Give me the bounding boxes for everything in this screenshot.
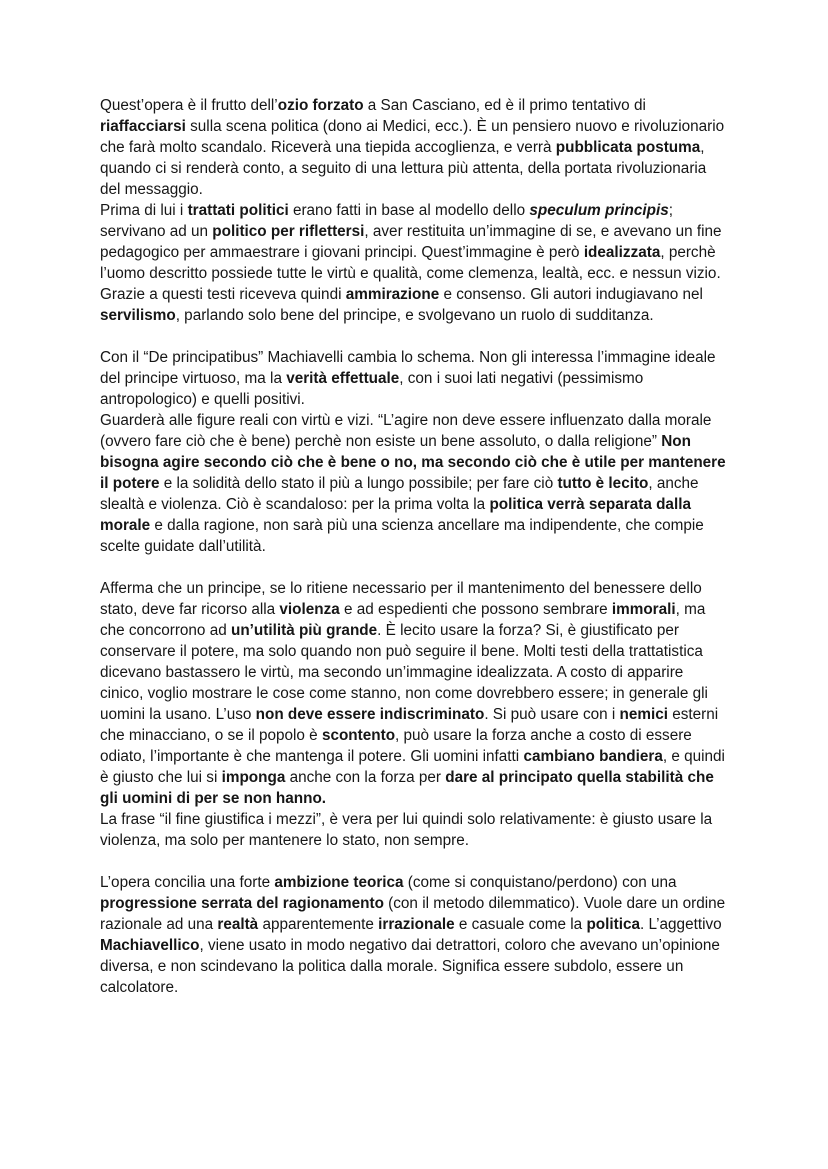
text-run: erano fatti in base al modello dello [288, 202, 530, 219]
text-run: e la solidità dello stato il più a lungo possibile; per fare ciò [159, 475, 558, 492]
text-run: , ma che concorrono ad [100, 601, 706, 639]
bold-text-run: progressione serrata del ragionamento [100, 895, 384, 912]
paragraph [100, 347, 728, 410]
bold-text-run: Non bisogna agire secondo ciò che è bene o no, ma secondo ciò che è utile per mantenere il potere [100, 433, 726, 492]
bold-text-run: ammirazione [345, 286, 440, 303]
bold-text-run: Machiavellico [100, 937, 200, 954]
bold-text-run: dare al principato quella stabilità che gli uomini di per se non hanno. [100, 769, 714, 807]
text-run: , aver restituita un’immagine di se, e avevano un fine pedagogico per ammaestrare i giovani principi. Quest’immagine è però [100, 223, 722, 261]
text-run: apparentemente [258, 916, 379, 933]
text-run: (come si conquistano/perdono) con una [403, 874, 677, 891]
text-run: , anche slealtà e violenza. Ciò è scandaloso: per la prima volta la [100, 475, 699, 513]
bold-text-run: imponga [221, 769, 286, 786]
bold-text-run: realtà [217, 916, 259, 933]
bold-text-run: politico per riflettersi [212, 223, 365, 240]
bold-text-run: cambiano bandiera [523, 748, 663, 765]
text-run: e consenso. Gli autori indugiavano nel [439, 286, 703, 303]
text-run: e casuale come la [454, 916, 587, 933]
text-run: e dalla ragione, non sarà più una scienza ancellare ma indipendente, che compie scelte guidate dall’utilità. [100, 517, 704, 555]
paragraph [100, 809, 728, 851]
bold-text-run: scontento [321, 727, 396, 744]
paragraph [100, 95, 728, 200]
text-run: esterni che minacciano, o se il popolo è [100, 706, 719, 744]
text-run: anche con la forza per [285, 769, 446, 786]
text-run: La frase “il fine giustifica i mezzi”, è vera per lui quindi solo relativamente: è giusto usare la violenza, ma solo per mantenere lo stato, non sempre. [100, 811, 713, 849]
text-run: Afferma che un principe, se lo ritiene necessario per il mantenimento del benessere dello stato, deve far ricorso alla [100, 580, 702, 618]
paragraph [100, 200, 728, 326]
bold-text-run: un’utilità più grande [230, 622, 378, 639]
text-run: . È lecito usare la forza? Si, è giustificato per conservare il potere, ma solo quando non può seguire il bene. Molti testi della trattatistica dicevano bastassero le virtù, ma secondo un’immagine idealizzata. A costo di apparire cinico, voglio mostrare le cose come stanno, non come dovrebbero essere; in generale gli uomini la usano. L’uso [100, 622, 708, 723]
bold-text-run: politica [586, 916, 640, 933]
text-run: Guarderà alle figure reali con virtù e vizi. “L’agire non deve essere influenzato dalla morale (ovvero fare ciò che è bene) perchè non esiste un bene assoluto, o dalla religione” [100, 412, 712, 450]
text-run: , con i suoi lati negativi (pessimismo antropologico) e quelli positivi. [100, 370, 644, 408]
text-run: e ad espedienti che possono sembrare [339, 601, 612, 618]
text-run: a San Casciano, ed è il primo tentativo di [363, 97, 646, 114]
text-run: , parlando solo bene del principe, e svolgevano un ruolo di sudditanza. [175, 307, 654, 324]
paragraph-spacer [100, 326, 728, 347]
text-run: , perchè l’uomo descritto possiede tutte le virtù e qualità, come clemenza, lealtà, ecc. e nessun vizio. Grazie a questi testi riceveva quindi [100, 244, 721, 303]
bold-text-run: tutto è lecito [557, 475, 649, 492]
bold-italic-text-run: speculum principis [529, 202, 669, 219]
text-run: (con il metodo dilemmatico). Vuole dare un ordine razionale ad una [100, 895, 726, 933]
text-run: , e quindi è giusto che lui si [100, 748, 725, 786]
bold-text-run: verità effettuale [286, 370, 400, 387]
bold-text-run: non deve essere indiscriminato [255, 706, 485, 723]
bold-text-run: irrazionale [378, 916, 455, 933]
document-text [100, 95, 728, 998]
paragraph [100, 410, 728, 557]
text-run: Prima di lui i [100, 202, 188, 219]
bold-text-run: pubblicata postuma [555, 139, 701, 156]
bold-text-run: violenza [279, 601, 340, 618]
paragraph [100, 872, 728, 998]
bold-text-run: ozio forzato [277, 97, 364, 114]
text-run: . Si può usare con i [484, 706, 620, 723]
text-run: sulla scena politica (dono ai Medici, ecc.). È un pensiero nuovo e rivoluzionario che farà molto scandalo. Riceverà una tiepida accoglienza, e verrà [100, 118, 725, 156]
paragraph [100, 578, 728, 809]
paragraph-spacer [100, 851, 728, 872]
text-run: , può usare la forza anche a costo di essere odiato, l’importante è che mantenga il potere. Gli uomini infatti [100, 727, 692, 765]
bold-text-run: politica verrà separata dalla morale [100, 496, 691, 534]
text-run: ; servivano ad un [100, 202, 674, 240]
text-run: L’opera concilia una forte [100, 874, 275, 891]
text-run: Con il “De principatibus” Machiavelli cambia lo schema. Non gli interessa l’immagine ideale del principe virtuoso, ma la [100, 349, 716, 387]
text-run: Quest’opera è il frutto dell’ [100, 97, 278, 114]
paragraph-spacer [100, 557, 728, 578]
text-run: , quando ci si renderà conto, a seguito di una lettura più attenta, della portata rivoluzionaria del messaggio. [100, 139, 707, 198]
bold-text-run: nemici [619, 706, 668, 723]
bold-text-run: idealizzata [583, 244, 661, 261]
bold-text-run: trattati politici [187, 202, 289, 219]
text-run: . L’aggettivo [639, 916, 722, 933]
text-run: , viene usato in modo negativo dai detrattori, coloro che avevano un’opinione diversa, e non scindevano la politica dalla morale. Significa essere subdolo, essere un calcolatore. [100, 937, 720, 996]
bold-text-run: servilismo [100, 307, 176, 324]
bold-text-run: ambizione teorica [274, 874, 404, 891]
bold-text-run: riaffacciarsi [100, 118, 186, 135]
bold-text-run: immorali [611, 601, 676, 618]
